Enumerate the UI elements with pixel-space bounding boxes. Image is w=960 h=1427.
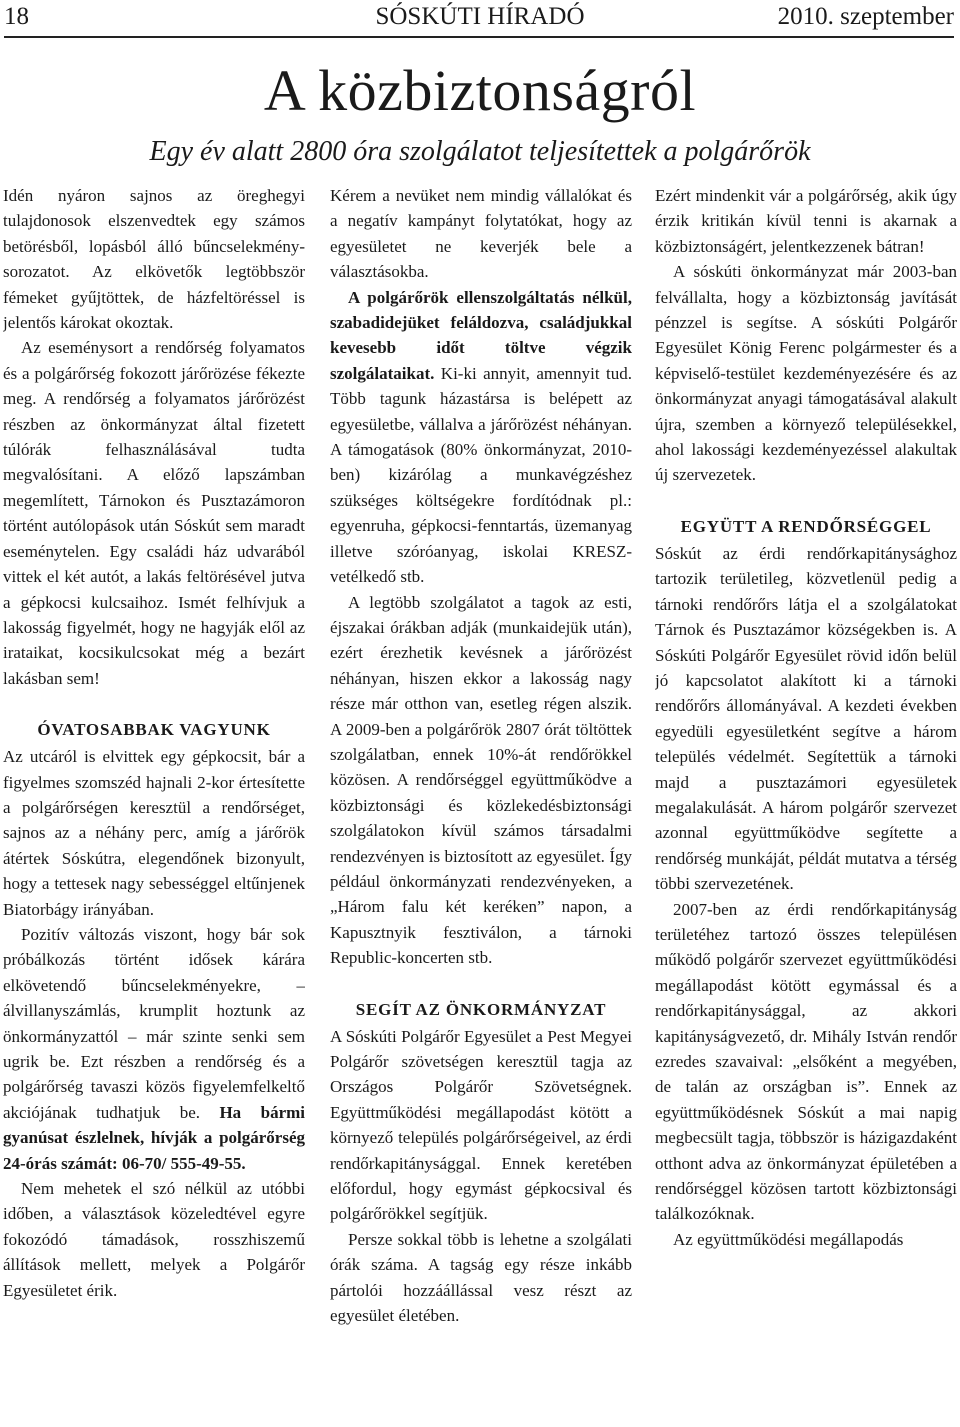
paragraph: Ezért mindenkit vár a polgárőrség, akik úgy érzik kritikán kívül tenni is akarnak a közbiztonságért, jelentkezzenek bátran! xyxy=(655,186,957,256)
section-heading: EGYÜTT A RENDŐRSÉGGEL xyxy=(680,516,932,536)
page-header xyxy=(0,0,960,40)
page-number: 18 xyxy=(4,3,29,30)
hotline-callout: Ha bármi gyanúsat észlelnek, hívják a polgárőrség 24-órás számát: 06-70/ 555-49-55. xyxy=(3,1102,305,1173)
article-title: A közbiztonságról xyxy=(263,58,697,123)
article-column-3 xyxy=(655,183,957,1423)
issue-date: 2010. szeptember xyxy=(777,3,954,30)
paragraph-text: Ki-ki annyit, amennyit tud. Több tagunk házastársa is belépett az egyesületbe, vállalva a járőrözést néhányan. A támogatások (80% önkormányzat, 2010-ben) kizárólag a munkavégzéshez szükséges költségekre fordítódnak pl.: egyenruha, gépkocsi-fenntartás, üzemanyag illetve szóróanyag, iskolai KRESZ-vetélkedő stb. xyxy=(330,363,632,587)
paragraph: Persze sokkal több is lehetne a szolgálati órák száma. A tagság egy része inkább pártolói hozzáállással vesz részt az egyesület életében. xyxy=(330,1229,632,1326)
paragraph-text: Pozitív változás viszont, hogy bár sok próbálkozás történt idősek kárára elkövetendő bűncselekményekre, – álvillanyszámlás, krumplit hoztunk az önkormányzattól – már szinte senki sem ugrik be. Ezt részben a rendőrség és a polgárőrség tavaszi közös figyelemfelkeltő akciójának tudhatjuk be. xyxy=(3,924,305,1122)
section-heading: ÓVATOSABBAK VAGYUNK xyxy=(37,720,271,740)
paragraph: Az utcáról is elvittek egy gépkocsit, bár a figyelmes szomszéd hajnali 2-kor értesítette a polgárőrségen keresztül a rendőrséget, sajnos az a néhány perc, amíg a járőrök átértek Sóskútra, elegendőnek bizonyult, hogy a tettesek nagy sebességgel eltűnjenek Biatorbágy irányában. xyxy=(3,747,305,919)
paragraph: Az eseménysort a rendőrség folyamatos és a polgárőrség fokozott járőrözése fékezte meg. A rendőrség a folyamatos járőrözést részben az önkormányzat által fizetett túlórák felhasználásával tudta megvalósítani. A előző lapszámban megemlített, Tárnokon és Pusztazámoron történt autólopások után Sóskút sem maradt eseménytelen. Egy családi ház udvarából vittek el két autót, a lakás feltörésével jutva a gépkocsi kulcsaihoz. Ismét felhívjuk a lakosság figyelmét, hogy ne hagyják elől az irataikat, kocsikulcsokat még a bezárt lakásban sem! xyxy=(3,338,305,688)
article-column-2 xyxy=(330,183,632,1423)
paragraph: 2007-ben az érdi rendőrkapitányság területéhez tartozó összes településen működő polgárőr szervezet együttműködési megállapodást kötött egymással és a rendőrkapitánysággal, az akkori kapitányságvezető, dr. Mihály István rendőr ezredes szavaival: „elsőként a megyében, de talán az országban is”. Ennek az együttműködésnek Sóskút a mai napig megbecsült tagja, többször is házigazdaként otthont adva az önkormányzat épületében a rendőrséggel közösen tartott közbiztonsági találkozóknak. xyxy=(655,899,957,1224)
paragraph: Sóskút az érdi rendőrkapitánysághoz tartozik területileg, közvetlenül pedig a tárnoki rendőrőrs látja el a szolgálatokat Tárnok és Pusztazámor községekben is. A Sóskúti Polgárőr Egyesület rövid időn belül jó kapcsolatot alakított ki a tárnoki rendőrőrs állományával. A kezdeti években egyedüli egyesületként segítve a három település védelmét. Segítettük a tárnoki majd a pusztazámori egyesületek megalakulását. A három polgárőr szervezet azonnal együttműködve segítette a rendőrség munkáját, példát mutatva a térség többi szervezetének. xyxy=(655,543,957,894)
paragraph: Az együttműködési megállapodás xyxy=(673,1229,904,1249)
paragraph: Nem mehetek el szó nélkül az utóbbi időben, a választások közeledtével egyre fokozódó támadások, rosszhiszemű állítások mellett, melyek a Polgárőr Egyesületet érik. xyxy=(3,1179,305,1300)
paragraph: A legtöbb szolgálatot a tagok az esti, éjszakai órákban adják (munkaidejük után), ezért érezhetik kevésnek a járőrözést néhányan, hiszen ekkor a lakosság nagy része már otthon van, esetleg régen alszik. A 2009-ben a polgárőrök 2807 órát töltöttek szolgálatban, ennek 10%-át rendőrökkel közösen. A rendőrséggel együttműködve a közbiztonsági és közlekedésbiztonsági szolgálatokon kívül számos társadalmi rendezvényen is biztosított az egyesület. Így például önkormányzati rendezvényeken, a „Három falu két keréken” napon, a Kapusztnyik fesztiválon, a tárnoki Republic-koncerten stb. xyxy=(330,592,632,968)
header-rule xyxy=(4,36,954,38)
paragraph: A Sóskúti Polgárőr Egyesület a Pest Megyei Polgárőr szövetségen keresztül tagja az Országos Polgárőr Szövetségnek. Együttműködési megállapodást kötött a környező település polgárőrségeivel, az érdi rendőrkapitánysággal. Ennek keretében előfordul, hogy egymást gépkocsival és polgárőrökkel segítjük. xyxy=(330,1026,632,1224)
emphasis-text: A polgárőrök ellenszolgáltatás nélkül, szabadidejüket feláldozva, családjukkal kevesebb időt töltve végzik szolgálataikat. xyxy=(330,287,632,383)
article-subtitle: Egy év alatt 2800 óra szolgálatot teljesítettek a polgárőrök xyxy=(149,136,811,167)
paragraph xyxy=(330,285,632,590)
paragraph: A sóskúti önkormányzat már 2003-ban felvállalta, hogy a közbiztonság javítását pénzzel is segítse. A sóskúti Polgárőr Egyesület König Ferenc polgármester és a képviselő-testület kezdeményezésére és az önkormányzat anyagi támogatásával alakult újra, szemben a környező településekkel, ahol lakossági kezdeményezéssel alakultak új szervezetek. xyxy=(655,262,957,485)
article-column-1 xyxy=(3,183,305,1423)
section-heading: SEGÍT AZ ÖNKORMÁNYZAT xyxy=(355,999,607,1019)
paragraph: Idén nyáron sajnos az öreghegyi tulajdonosok elszenvedtek egy számos betörésből, lopásból álló bűncselekmény-sorozatot. Az elkövetők legtöbbször fémeket gyűjtöttek, de házfeltöréssel is jelentős károkat okoztak. xyxy=(3,186,305,333)
paragraph xyxy=(3,922,305,1176)
paragraph: Kérem a nevüket nem mindig vállalókat és a negatív kampányt folytatókat, hogy az egyesületet ne keverjék bele a választásokba. xyxy=(330,186,632,282)
publication-name: SÓSKÚTI HÍRADÓ xyxy=(375,3,585,30)
